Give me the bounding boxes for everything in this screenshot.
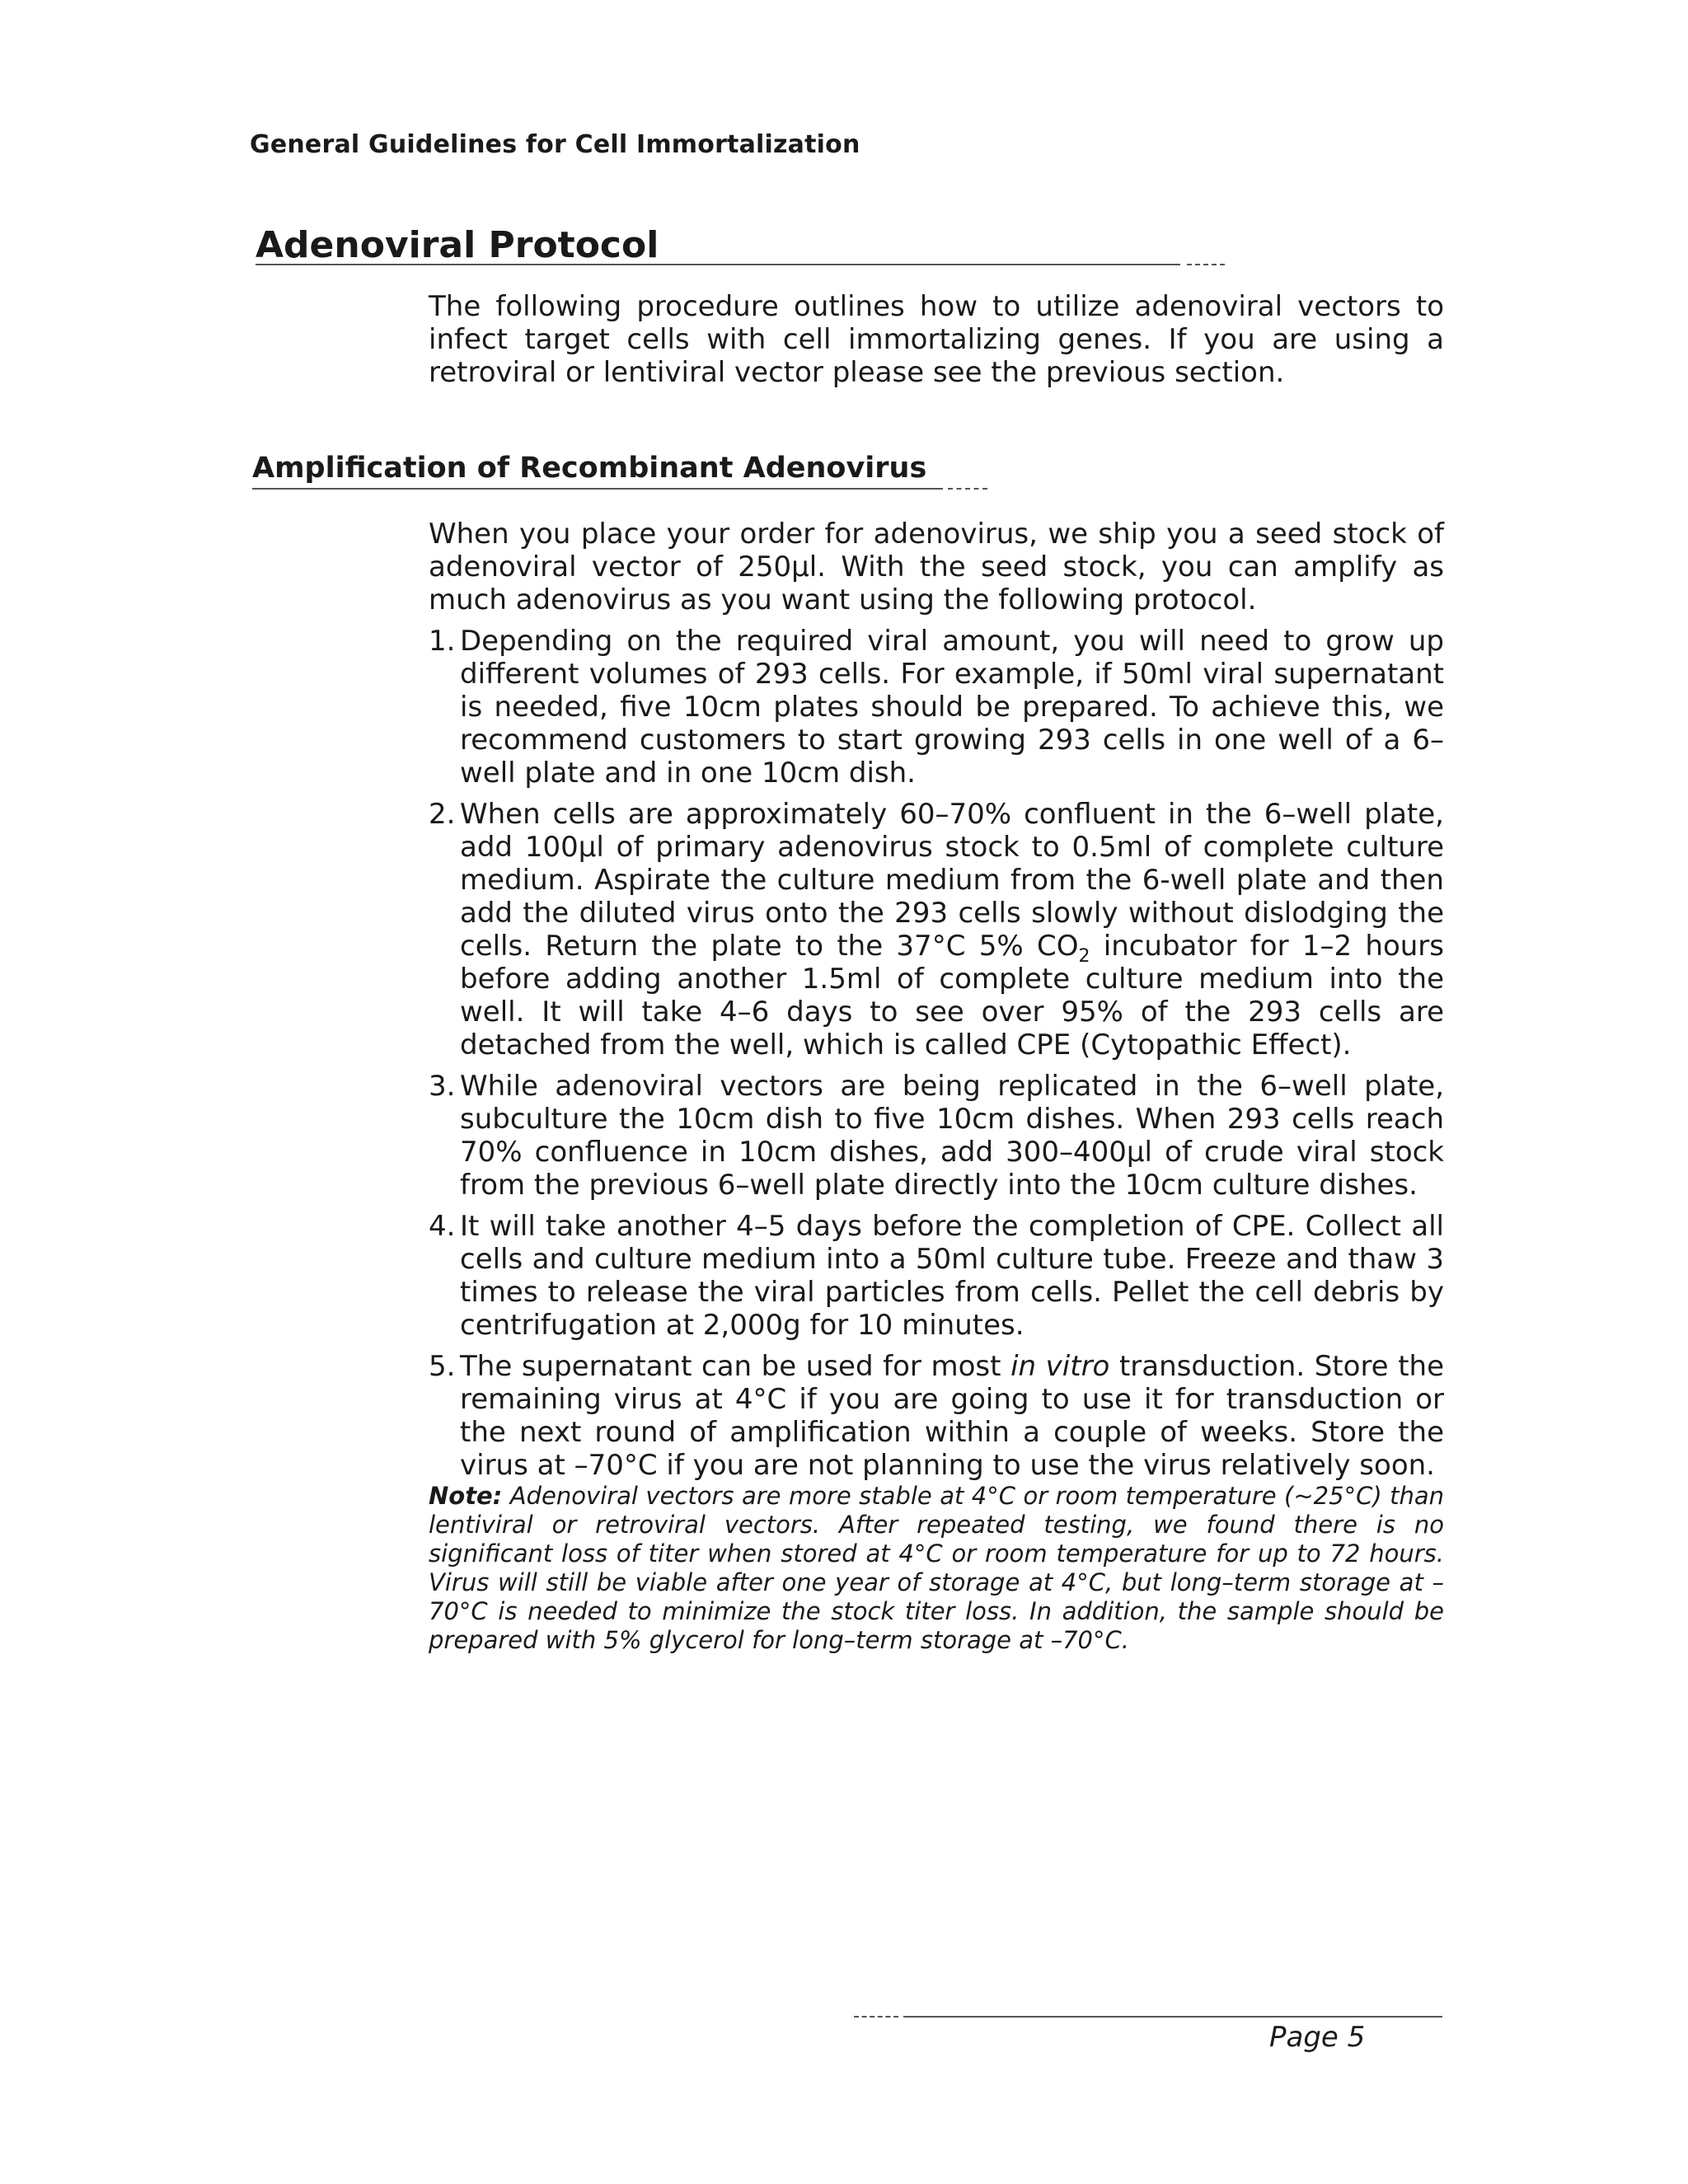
protocol-step [429, 1210, 1444, 1342]
section-title-rule [256, 264, 1180, 265]
step-text-part: incubator for 1–2 hours before adding another 1.5ml of complete culture medium into the well. It will take 4–6 days to see over 95% of the 293 cells are detached from the well, which is called CPE (Cytopathic Effect). [460, 930, 1444, 1062]
step-number: 1. [429, 625, 456, 658]
protocol-step [429, 1070, 1444, 1202]
section-title-rule-dash [1187, 264, 1225, 265]
step-number: 3. [429, 1070, 456, 1103]
step-text-part: When cells are approximately 60–70% confluent in the 6–well plate, add 100µl of primary adenovirus stock to 0.5ml of complete culture medium. Aspirate the culture medium from the 6-well plate and then add the diluted virus onto the 293 cells slowly without dislodging the cells. Return the plate to the 37°C 5% CO [460, 798, 1444, 963]
note-label: Note: [429, 1482, 503, 1510]
subsection-title-rule-dash [948, 488, 987, 490]
subsection-title-rule [252, 488, 943, 490]
step-text [460, 1350, 1444, 1482]
storage-note [429, 1482, 1444, 1655]
amplification-body [429, 518, 1444, 1655]
step-text: While adenoviral vectors are being replicated in the 6–well plate, subculture the 10cm dish to five 10cm dishes. When 293 cells reach 70% confluence in 10cm dishes, add 300–400µl of crude viral stock from the previous 6–well plate directly into the 10cm culture dishes. [460, 1070, 1444, 1202]
step-number: 5. [429, 1350, 456, 1383]
co2-subscript: 2 [1078, 946, 1090, 967]
protocol-step [429, 625, 1444, 790]
note-text: Adenoviral vectors are more stable at 4°C or room temperature (~25°C) than lentiviral or retroviral vectors. After repeated testing, we found there is no significant loss of titer when stored at 4°C or room temperature for up to 72 hours. Virus will still be viable after one year of storage at 4°C, but long–term storage at –70°C is needed to minimize the stock titer loss. In addition, the sample should be prepared with 5% glycerol for long–term storage at –70°C. [429, 1482, 1444, 1654]
protocol-steps [429, 625, 1444, 1482]
page-number: Page 5 [1269, 2021, 1366, 2054]
step-text-part: transduction. Store the remaining virus at 4°C if you are going to use it for transduction or the next round of amplification within a couple of weeks. Store the virus at –70°C if you are not planning to use the virus relatively soon. [460, 1350, 1444, 1482]
lead-paragraph: When you place your order for adenovirus, we ship you a seed stock of adenoviral vector of 250µl. With the seed stock, you can amplify as much adenovirus as you want using the following protocol. [429, 518, 1444, 616]
in-vitro-italic: in vitro [1010, 1350, 1110, 1383]
footer-rule [903, 2016, 1442, 2018]
step-text: Depending on the required viral amount, you will need to grow up different volumes of 293 cells. For example, if 50ml viral supernatant is needed, five 10cm plates should be prepared. To achieve this, we recommend customers to start growing 293 cells in one well of a 6–well plate and in one 10cm dish. [460, 625, 1444, 790]
step-text [460, 798, 1444, 1062]
step-number: 2. [429, 798, 456, 831]
protocol-step [429, 1350, 1444, 1482]
step-number: 4. [429, 1210, 456, 1243]
subsection-title: Amplification of Recombinant Adenovirus [252, 452, 927, 485]
intro-paragraph: The following procedure outlines how to utilize adenoviral vectors to infect target cells with cell immortalizing genes. If you are using a retroviral or lentiviral vector please see the previous section. [429, 290, 1444, 389]
step-text-part: The supernatant can be used for most [460, 1350, 1011, 1383]
footer-rule-dash [854, 2016, 898, 2018]
protocol-step [429, 798, 1444, 1062]
section-title: Adenoviral Protocol [256, 224, 659, 266]
step-text: It will take another 4–5 days before the completion of CPE. Collect all cells and culture medium into a 50ml culture tube. Freeze and thaw 3 times to release the viral particles from cells. Pellet the cell debris by centrifugation at 2,000g for 10 minutes. [460, 1210, 1444, 1342]
running-header: General Guidelines for Cell Immortalization [250, 130, 860, 159]
